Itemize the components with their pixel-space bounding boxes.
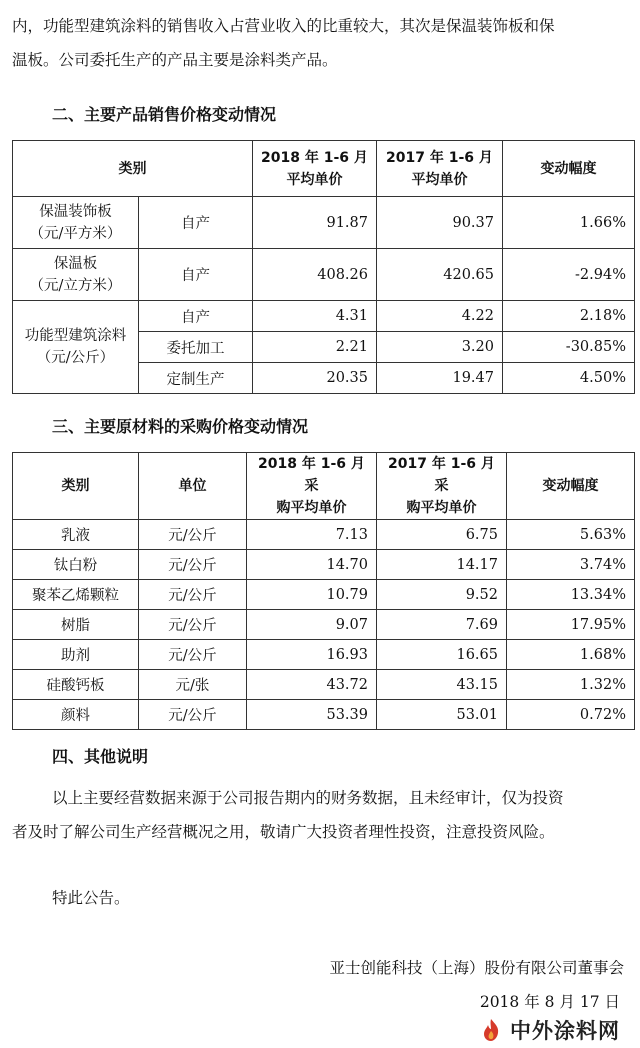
table-row [13, 520, 635, 550]
material-name-cell: 树脂 [13, 610, 139, 640]
price-2018-cell: 53.39 [247, 700, 377, 730]
table-row [13, 580, 635, 610]
price-2018-cell: 16.93 [247, 640, 377, 670]
material-name-cell: 乳液 [13, 520, 139, 550]
category-cell: 保温板 （元/立方米） [13, 249, 139, 301]
price-2017-cell: 3.20 [377, 332, 503, 363]
price-2017-cell: 43.15 [377, 670, 507, 700]
price-2018-cell: 9.07 [247, 610, 377, 640]
table-row [13, 301, 635, 332]
price-2017-cell: 420.65 [377, 249, 503, 301]
watermark-text: 中外涂料网 [510, 1019, 620, 1043]
material-name-cell: 硅酸钙板 [13, 670, 139, 700]
section3-heading: 三、主要原材料的采购价格变动情况 [52, 417, 309, 436]
change-cell: 1.68% [507, 640, 635, 670]
unit-cell: 元/公斤 [139, 610, 247, 640]
price-2017-cell: 16.65 [377, 640, 507, 670]
price-2018-cell: 10.79 [247, 580, 377, 610]
header-change: 变动幅度 [507, 453, 635, 520]
change-cell: 5.63% [507, 520, 635, 550]
change-cell: 2.18% [503, 301, 635, 332]
price-2018-cell: 91.87 [253, 197, 377, 249]
unit-cell: 元/公斤 [139, 520, 247, 550]
price-2018-cell: 43.72 [247, 670, 377, 700]
change-cell: -30.85% [503, 332, 635, 363]
price-2017-cell: 6.75 [377, 520, 507, 550]
unit-cell: 元/公斤 [139, 700, 247, 730]
change-cell: 1.32% [507, 670, 635, 700]
change-cell: 4.50% [503, 363, 635, 394]
change-cell: 3.74% [507, 550, 635, 580]
unit-cell: 元/公斤 [139, 640, 247, 670]
note-line-2: 者及时了解公司生产经营概况之用，敬请广大投资者理性投资，注意投资风险。 [12, 823, 555, 841]
price-2018-cell: 408.26 [253, 249, 377, 301]
unit-cell: 元/公斤 [139, 550, 247, 580]
price-2017-cell: 90.37 [377, 197, 503, 249]
table-row [13, 670, 635, 700]
type-cell: 自产 [139, 249, 253, 301]
table-row [13, 197, 635, 249]
price-2018-cell: 4.31 [253, 301, 377, 332]
flame-logo-icon [478, 1017, 504, 1043]
price-2017-cell: 53.01 [377, 700, 507, 730]
type-cell: 自产 [139, 197, 253, 249]
material-name-cell: 钛白粉 [13, 550, 139, 580]
category-cell: 保温装饰板 （元/平方米） [13, 197, 139, 249]
product-price-table [12, 140, 635, 394]
material-name-cell: 聚苯乙烯颗粒 [13, 580, 139, 610]
section2-heading: 二、主要产品销售价格变动情况 [52, 105, 277, 124]
unit-cell: 元/公斤 [139, 580, 247, 610]
intro-line-2: 温板。公司委托生产的产品主要是涂料类产品。 [12, 51, 338, 69]
change-cell: 1.66% [503, 197, 635, 249]
change-cell: -2.94% [503, 249, 635, 301]
material-name-cell: 助剂 [13, 640, 139, 670]
table-row [13, 640, 635, 670]
price-2017-cell: 14.17 [377, 550, 507, 580]
material-name-cell: 颜料 [13, 700, 139, 730]
signature-date: 2018 年 8 月 17 日 [479, 993, 620, 1011]
header-change: 变动幅度 [503, 141, 635, 197]
signature-company: 亚士创能科技（上海）股份有限公司董事会 [329, 959, 624, 977]
type-cell: 自产 [139, 301, 253, 332]
table-row [13, 700, 635, 730]
price-2018-cell: 20.35 [253, 363, 377, 394]
price-2017-cell: 7.69 [377, 610, 507, 640]
type-cell: 委托加工 [139, 332, 253, 363]
change-cell: 0.72% [507, 700, 635, 730]
price-2017-cell: 4.22 [377, 301, 503, 332]
table-row [13, 610, 635, 640]
type-cell: 定制生产 [139, 363, 253, 394]
header-category: 类别 [13, 141, 253, 197]
header-2017: 2017 年 1-6 月采 购平均单价 [377, 453, 507, 520]
header-2018: 2018 年 1-6 月采 购平均单价 [247, 453, 377, 520]
header-unit: 单位 [139, 453, 247, 520]
section4-heading: 四、其他说明 [52, 747, 149, 766]
header-2018: 2018 年 1-6 月 平均单价 [253, 141, 377, 197]
table-row [13, 249, 635, 301]
header-category: 类别 [13, 453, 139, 520]
price-2017-cell: 9.52 [377, 580, 507, 610]
header-2017: 2017 年 1-6 月 平均单价 [377, 141, 503, 197]
watermark [478, 1012, 640, 1048]
price-2018-cell: 2.21 [253, 332, 377, 363]
table-row [13, 550, 635, 580]
intro-line-1: 内，功能型建筑涂料的销售收入占营业收入的比重较大，其次是保温装饰板和保 [12, 17, 555, 35]
change-cell: 17.95% [507, 610, 635, 640]
price-2018-cell: 14.70 [247, 550, 377, 580]
closing-text: 特此公告。 [52, 889, 130, 907]
change-cell: 13.34% [507, 580, 635, 610]
category-cell: 功能型建筑涂料 （元/公斤） [13, 301, 139, 394]
unit-cell: 元/张 [139, 670, 247, 700]
price-2018-cell: 7.13 [247, 520, 377, 550]
material-price-table [12, 452, 635, 730]
price-2017-cell: 19.47 [377, 363, 503, 394]
note-line-1: 以上主要经营数据来源于公司报告期内的财务数据，且未经审计，仅为投资 [52, 789, 564, 807]
